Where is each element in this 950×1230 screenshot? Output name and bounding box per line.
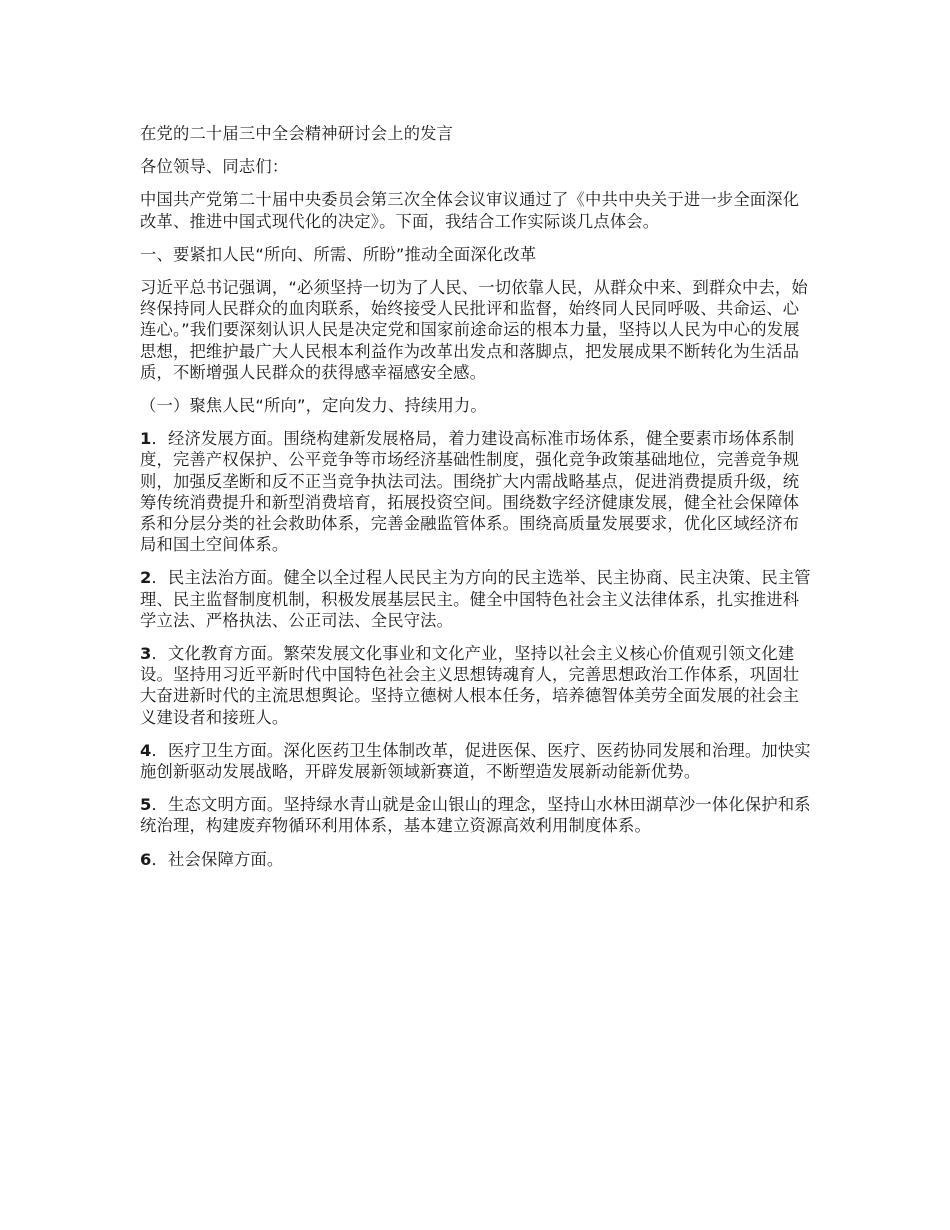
item-number: 3 [140, 644, 152, 664]
list-item [140, 643, 812, 728]
list-item [140, 740, 812, 782]
document-title: 在党的二十届三中全会精神研讨会上的发言 [140, 124, 454, 143]
salutation: 各位领导、同志们： [140, 157, 289, 177]
list-item [140, 849, 812, 870]
list-item [140, 794, 812, 836]
item-text: ．社会保障方面。 [151, 849, 284, 869]
item-text: ．生态文明方面。坚持绿水青山就是金山银山的理念，坚持山水林田湖草沙一体化保护和系统治理，构建废弃物循环利用体系，基本建立资源高效利用制度体系。 [140, 795, 811, 836]
item-number: 5 [140, 795, 152, 815]
item-number: 1 [140, 429, 152, 449]
list-item [140, 428, 812, 555]
subsection-heading: （一）聚焦人民“所向”，定向发力、持续用力。 [140, 396, 487, 416]
intro-paragraph: 中国共产党第二十届中央委员会第三次全体会议审议通过了《中共中央关于进一步全面深化改革、推进中国式现代化的决定》。下面，我结合工作实际谈几点体会。 [140, 190, 800, 231]
item-text: ．经济发展方面。围绕构建新发展格局，着力建设高标准市场体系，健全要素市场体系制度，完善产权保护、公平竞争等市场经济基础性制度，强化竞争政策基础地位，完善竞争规则，加强反垄断和反不正当竞争执法司法。围绕扩大内需战略基点，促进消费提质升级，统筹传统消费提升和新型消费培育，拓展投资空间。围绕数字经济健康发展，健全社会保障体系和分层分类的社会救助体系，完善金融监管体系。围绕高质量发展要求，优化区域经济布局和国土空间体系。 [140, 429, 800, 555]
item-text: ．民主法治方面。健全以全过程人民民主为方向的民主选举、民主协商、民主决策、民主管理、民主监督制度机制，积极发展基层民主。健全中国特色社会主义法律体系，扎实推进科学立法、严格执法、公正司法、全民守法。 [140, 568, 811, 630]
document-page [140, 123, 812, 882]
section-heading: 一、要紧扣人民“所向、所需、所盼”推动全面深化改革 [140, 244, 537, 264]
item-number: 4 [140, 740, 152, 760]
list-item [140, 567, 812, 631]
item-number: 6 [140, 849, 152, 869]
item-number: 2 [140, 568, 152, 588]
section-body-paragraph: 习近平总书记强调，“必须坚持一切为了人民、一切依靠人民，从群众中来、到群众中去，始终保持同人民群众的血肉联系，始终接受人民批评和监督，始终同人民同呼吸、共命运、心连心。”我们要深刻认识人民是决定党和国家前途命运的根本力量，坚持以人民为中心的发展思想，把维护最广大人民根本利益作为改革出发点和落脚点，把发展成果不断转化为生活品质，不断增强人民群众的获得感幸福感安全感。 [140, 278, 808, 382]
item-text: ．文化教育方面。繁荣发展文化事业和文化产业，坚持以社会主义核心价值观引领文化建设。坚持用习近平新时代中国特色社会主义思想铸魂育人，完善思想政治工作体系，巩固壮大奋进新时代的主流思想舆论。坚持立德树人根本任务，培养德智体美劳全面发展的社会主义建设者和接班人。 [140, 644, 800, 727]
item-text: ．医疗卫生方面。深化医药卫生体制改革，促进医保、医疗、医药协同发展和治理。加快实施创新驱动发展战略，开辟发展新领域新赛道，不断塑造发展新动能新优势。 [140, 740, 811, 782]
